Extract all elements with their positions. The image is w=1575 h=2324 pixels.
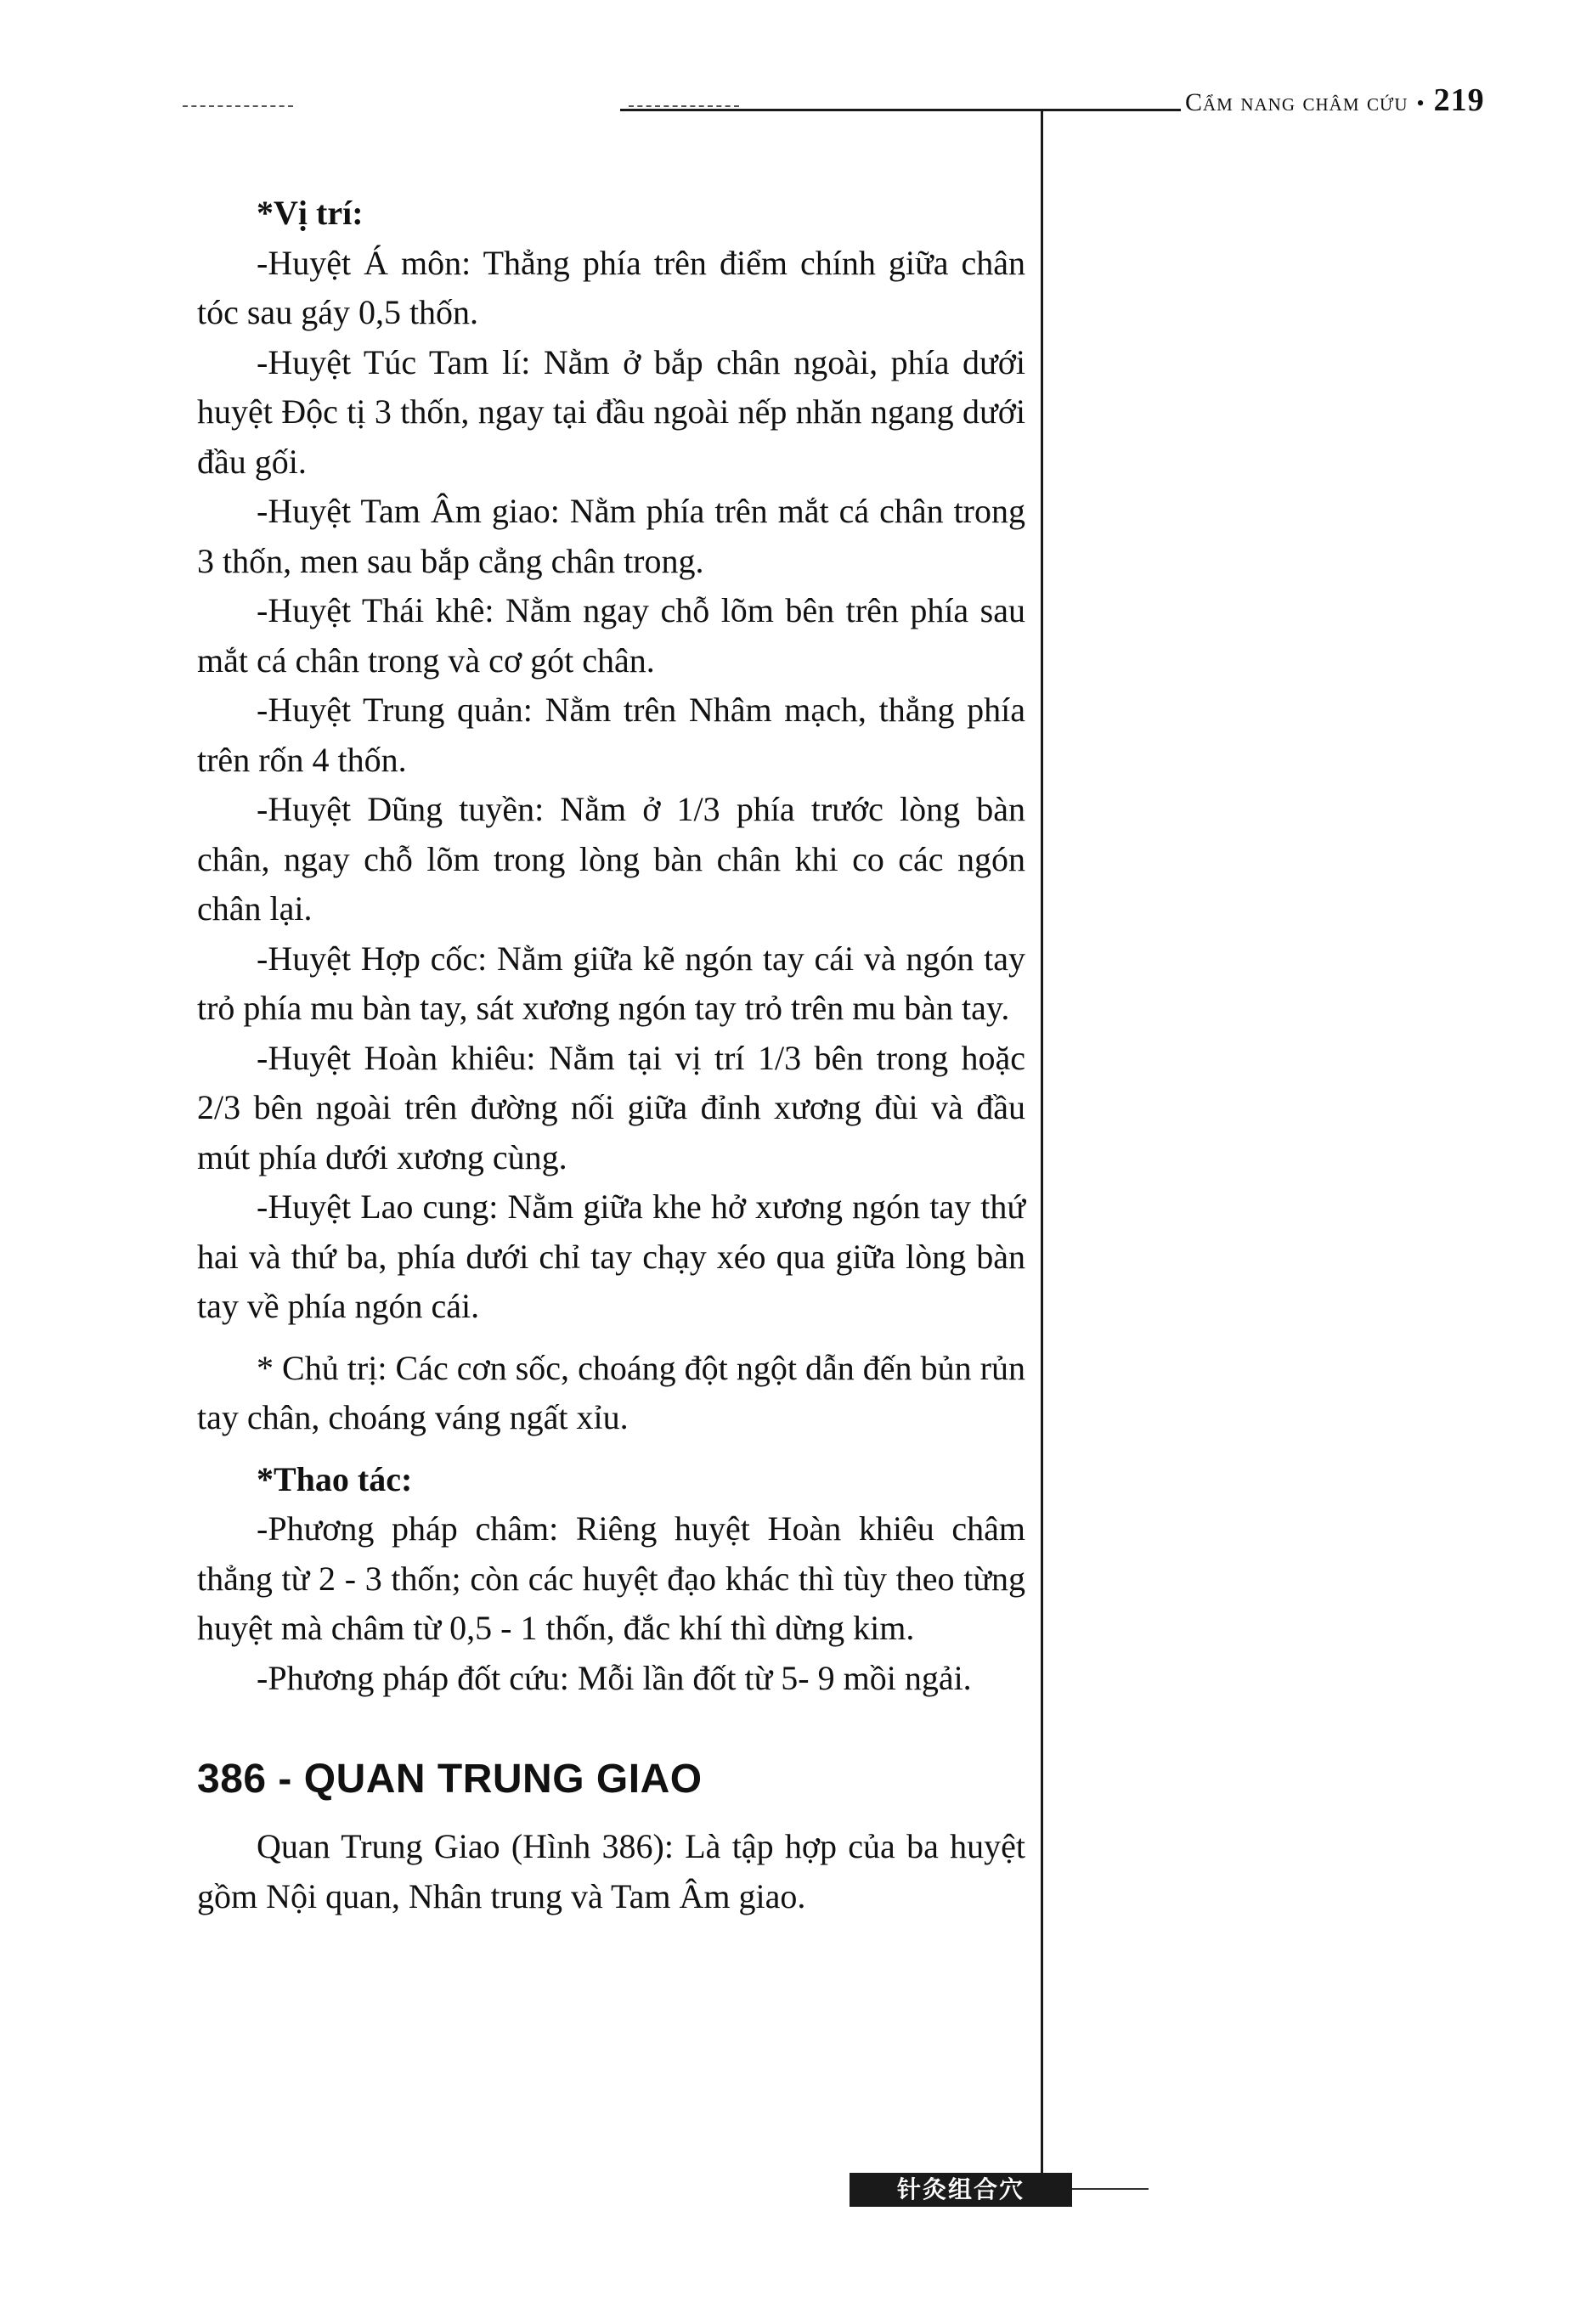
footer-tag: 针灸组合穴 <box>850 2173 1072 2207</box>
paragraph-hop-coc: -Huyệt Hợp cốc: Nằm giữa kẽ ngón tay cái và ngón tay trỏ phía mu bàn tay, sát xương ngón tay trỏ trên mu bàn tay. <box>197 939 1025 1027</box>
paragraph-a-mon: -Huyệt Á môn: Thẳng phía trên điểm chính giữa chân tóc sau gáy 0,5 thốn. <box>197 243 1025 331</box>
paragraph-phuong-phap-dot-cuu: -Phương pháp đốt cứu: Mỗi lần đốt từ 5- 9 mồi ngải. <box>257 1658 972 1697</box>
thao-tac-label: *Thao tác: <box>257 1459 413 1498</box>
page-number: 219 <box>1433 82 1485 118</box>
header-dash-left <box>183 105 293 107</box>
paragraph-tam-am-giao: -Huyệt Tam Âm giao: Nằm phía trên mắt cá chân trong 3 thốn, men sau bắp cẳng chân trong. <box>197 492 1025 580</box>
paragraph-lao-cung: -Huyệt Lao cung: Nằm giữa khe hở xương ngón tay thứ hai và thứ ba, phía dưới chỉ tay chạy xéo qua giữa lòng bàn tay về phía ngón cái. <box>197 1187 1025 1325</box>
running-head <box>1185 82 1485 119</box>
column-rule <box>1041 109 1043 2198</box>
running-title: Cẩm nang châm cứu <box>1185 88 1408 116</box>
paragraph-thai-khe: -Huyệt Thái khê: Nằm ngay chỗ lõm bên trên phía sau mắt cá chân trong và cơ gót chân. <box>197 591 1025 680</box>
section-heading: 386 - QUAN TRUNG GIAO <box>197 1757 703 1802</box>
paragraph-trung-quan: -Huyệt Trung quản: Nằm trên Nhâm mạch, thẳng phía trên rốn 4 thốn. <box>197 691 1025 779</box>
paragraph-chu-tri: * Chủ trị: Các cơn sốc, choáng đột ngột dẫn đến bủn rủn tay chân, choáng váng ngất xỉu. <box>197 1348 1025 1436</box>
vi-tri-label: *Vị trí: <box>257 194 364 232</box>
paragraph-tuc-tam-li: -Huyệt Túc Tam lí: Nằm ở bắp chân ngoài, phía dưới huyệt Độc tị 3 thốn, ngay tại đầu ngoài nếp nhăn ngang dưới đầu gối. <box>197 342 1025 481</box>
paragraph-hoan-khieu: -Huyệt Hoàn khiêu: Nằm tại vị trí 1/3 bên trong hoặc 2/3 bên ngoài trên đường nối giữa đỉnh xương đùi và đầu mút phía dưới xương cùng. <box>197 1038 1025 1176</box>
paragraph-phuong-phap-cham: -Phương pháp châm: Riêng huyệt Hoàn khiêu châm thẳng từ 2 - 3 thốn; còn các huyệt đạo khác thì tùy theo từng huyệt mà châm từ 0,5 - 1 thốn, đắc khí thì dừng kim. <box>197 1509 1025 1647</box>
header-bullet: • <box>1416 91 1425 116</box>
header-dash-mid <box>629 105 739 107</box>
body-text <box>197 189 1025 1921</box>
paragraph-dung-tuyen: -Huyệt Dũng tuyền: Nằm ở 1/3 phía trước lòng bàn chân, ngay chỗ lõm trong lòng bàn chân khi co các ngón chân lại. <box>197 790 1025 928</box>
header-rule <box>620 109 1181 111</box>
footer-line <box>1072 2188 1149 2190</box>
paragraph-section-intro: Quan Trung Giao (Hình 386): Là tập hợp của ba huyệt gồm Nội quan, Nhân trung và Tam Âm giao. <box>197 1827 1025 1915</box>
